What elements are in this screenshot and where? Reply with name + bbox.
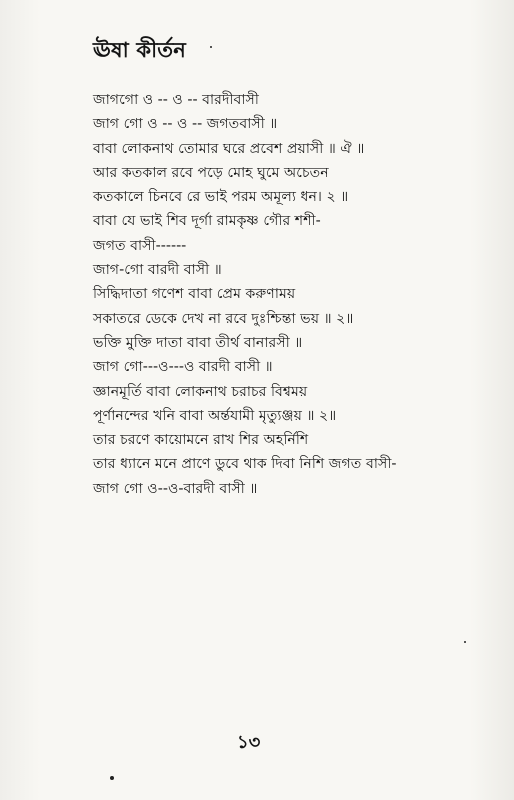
verse-line: সিদ্ধিদাতা গণেশ বাবা প্রেম করুণাময় <box>93 286 296 303</box>
verse-line: আর কতকাল রবে পড়ে মোহ ঘুমে অচেতন <box>93 164 329 181</box>
verse-line: জগত বাসী------ <box>93 237 187 254</box>
verse-line: সকাতরে ডেকে দেখ না রবে দুঃশ্চিন্তা ভয় ॥ ২॥ <box>93 310 354 327</box>
verse-line: জাগগো ও -- ও -- বারদীবাসী <box>93 92 259 108</box>
verse-line: তার চরণে কায়োমনে রাখ শির অহর্নিশি <box>93 432 309 449</box>
verse-list <box>93 88 503 501</box>
print-speck <box>210 46 212 48</box>
verse-line: বাবা লোকনাথ তোমার ঘরে প্রবেশ প্রয়াসী ॥ ঐ ॥ <box>93 140 365 157</box>
verse-line: পূর্ণানন্দের খনি বাবা অর্ন্তযামী মৃত্যুঞ্জয় ॥ ২॥ <box>93 407 337 424</box>
verse-line: কতকালে চিনবে রে ভাই পরম অমূল্য ধন। ২ ॥ <box>93 189 349 206</box>
print-speck <box>110 776 114 780</box>
page-number: ১৩ <box>237 732 261 753</box>
page-title: ঊষা কীর্তন <box>93 38 187 62</box>
verse-line: জাগ-গো বারদী বাসী ॥ <box>93 262 222 279</box>
verse-line: জাগ গো ও -- ও -- জগতবাসী ॥ <box>93 116 278 133</box>
verse-line: তার ধ্যানে মনে প্রাণে ডুবে থাক দিবা নিশি জগত বাসী- <box>93 456 397 473</box>
verse-line: জ্ঞানমূর্তি বাবা লোকনাথ চরাচর বিশ্বময় <box>93 383 308 400</box>
verse-line: জাগ গো ও--ও-বারদী বাসী ॥ <box>93 480 258 497</box>
verse-line: জাগ গো---ও---ও বারদী বাসী ॥ <box>93 359 273 376</box>
print-speck <box>464 641 466 643</box>
verse-line: বাবা যে ভাই শিব দূর্গা রামকৃষ্ণ গৌর শশী- <box>93 213 321 230</box>
verse-line: ভক্তি মুক্তি দাতা বাবা তীর্থ বানারসী ॥ <box>93 334 303 351</box>
